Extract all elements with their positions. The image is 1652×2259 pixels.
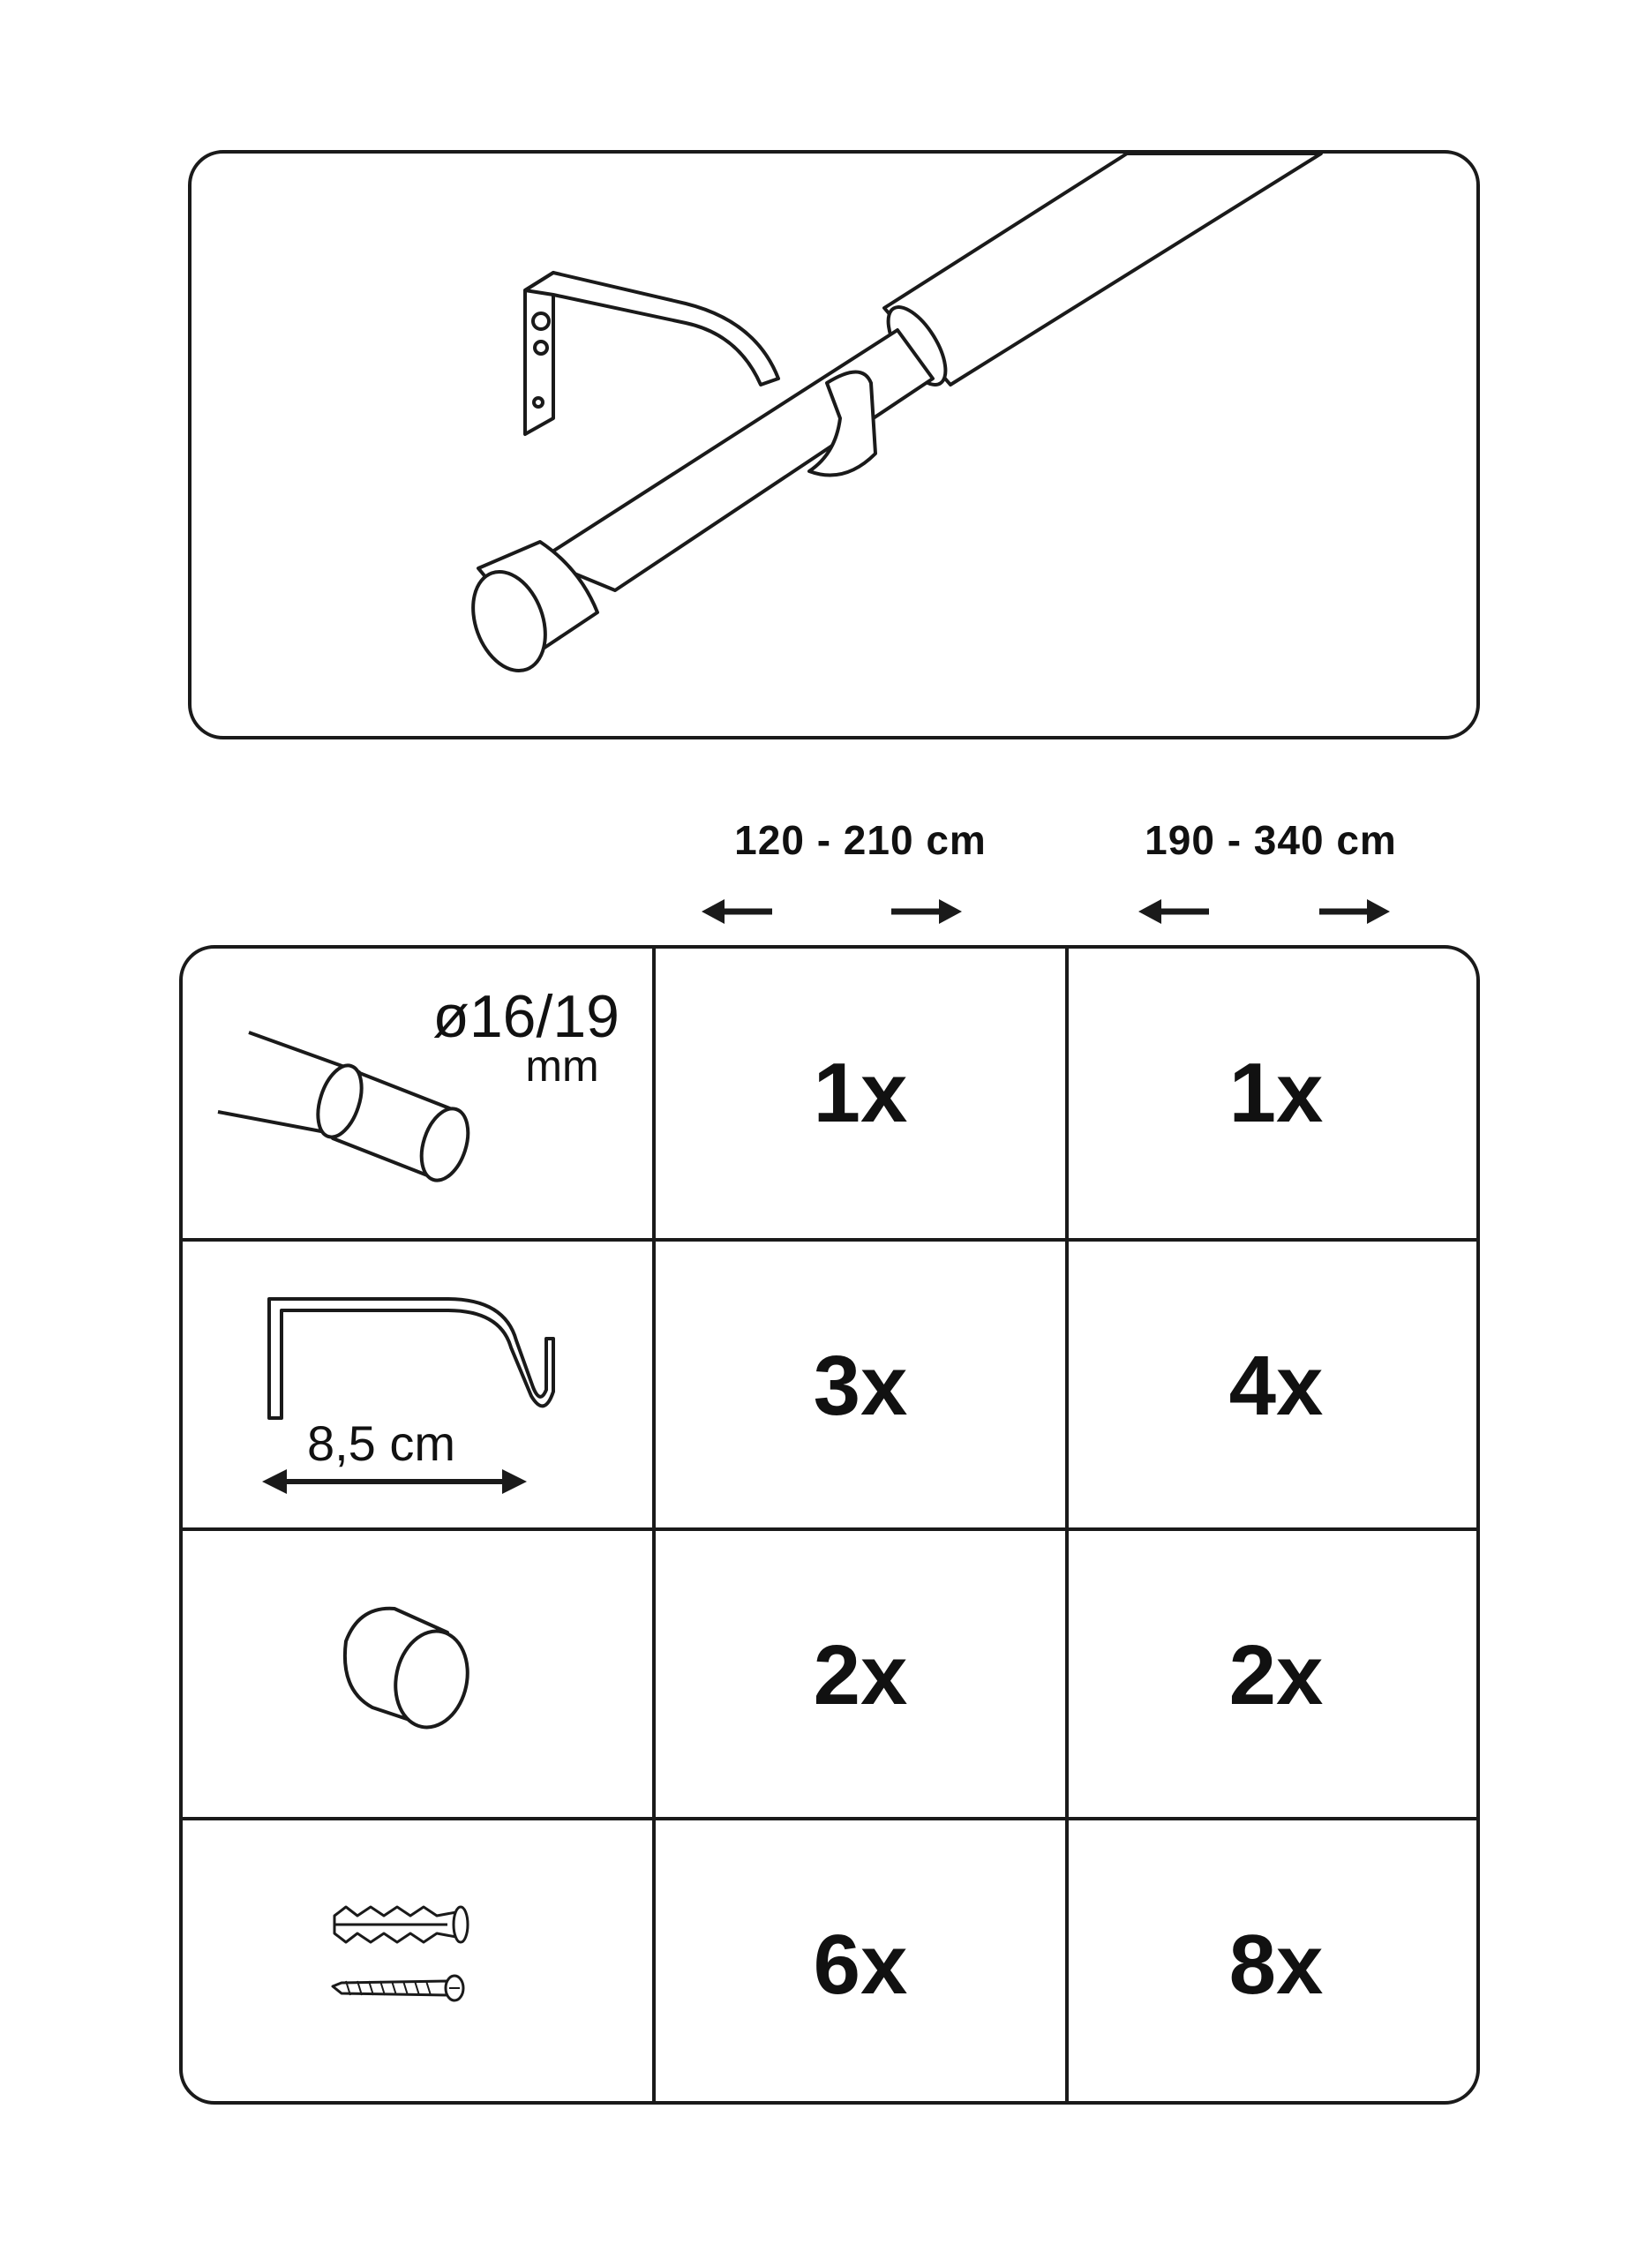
table-row: [183, 949, 1476, 1238]
bracket-arm: [525, 273, 778, 385]
wall-bracket-icon: [183, 1242, 652, 1531]
screw-hole-icon: [535, 341, 547, 354]
range-label: 190 - 340 cm: [1145, 817, 1397, 863]
extend-arrows-icon: [1085, 885, 1456, 938]
qty-cell-long: [1069, 1820, 1480, 2105]
rod-outer-tube: [884, 154, 1321, 385]
item-icon-cell: [183, 949, 656, 1238]
qty-cell-short: [656, 1820, 1069, 2105]
quantity-value: 2x: [1228, 1628, 1324, 1722]
extend-arrows-icon: [675, 885, 1046, 938]
qty-cell-short: [656, 1242, 1069, 1531]
qty-cell-long: [1069, 1242, 1480, 1531]
qty-cell-short: [656, 949, 1069, 1238]
bracket-depth-label: 8,5 cm: [306, 1415, 456, 1471]
quantity-value: 8x: [1228, 1918, 1324, 2012]
rod-diameter-unit: mm: [525, 1041, 599, 1091]
quantity-value: 1x: [1228, 1046, 1324, 1140]
curtain-rod-icon: [183, 949, 652, 1238]
quantity-value: 3x: [813, 1339, 908, 1433]
rod-diameter-label: ø16/19: [432, 983, 620, 1050]
rod-assembly-illustration: [191, 154, 1480, 739]
qty-cell-short: [656, 1531, 1069, 1820]
table-row: [183, 1238, 1476, 1531]
end-cap-icon: [183, 1531, 652, 1820]
contents-table: [179, 945, 1480, 2105]
item-icon-cell: [183, 1242, 656, 1531]
range-header-long: [1085, 816, 1456, 864]
range-label: 120 - 210 cm: [734, 817, 987, 863]
table-row: [183, 1527, 1476, 1820]
qty-cell-long: [1069, 949, 1480, 1238]
rod-inner-tube: [540, 330, 933, 590]
item-icon-cell: [183, 1531, 656, 1820]
screw-hole-icon: [533, 313, 549, 329]
dowel-and-screw-icon: [183, 1820, 652, 2105]
range-header-short: [675, 816, 1046, 864]
quantity-value: 4x: [1228, 1339, 1324, 1433]
assembly-illustration-panel: [188, 150, 1480, 739]
item-icon-cell: [183, 1820, 656, 2105]
quantity-value: 2x: [813, 1628, 908, 1722]
qty-cell-long: [1069, 1531, 1480, 1820]
table-row: [183, 1817, 1476, 2105]
quantity-value: 6x: [813, 1918, 908, 2012]
quantity-value: 1x: [813, 1046, 908, 1140]
screw-hole-icon: [534, 398, 543, 407]
